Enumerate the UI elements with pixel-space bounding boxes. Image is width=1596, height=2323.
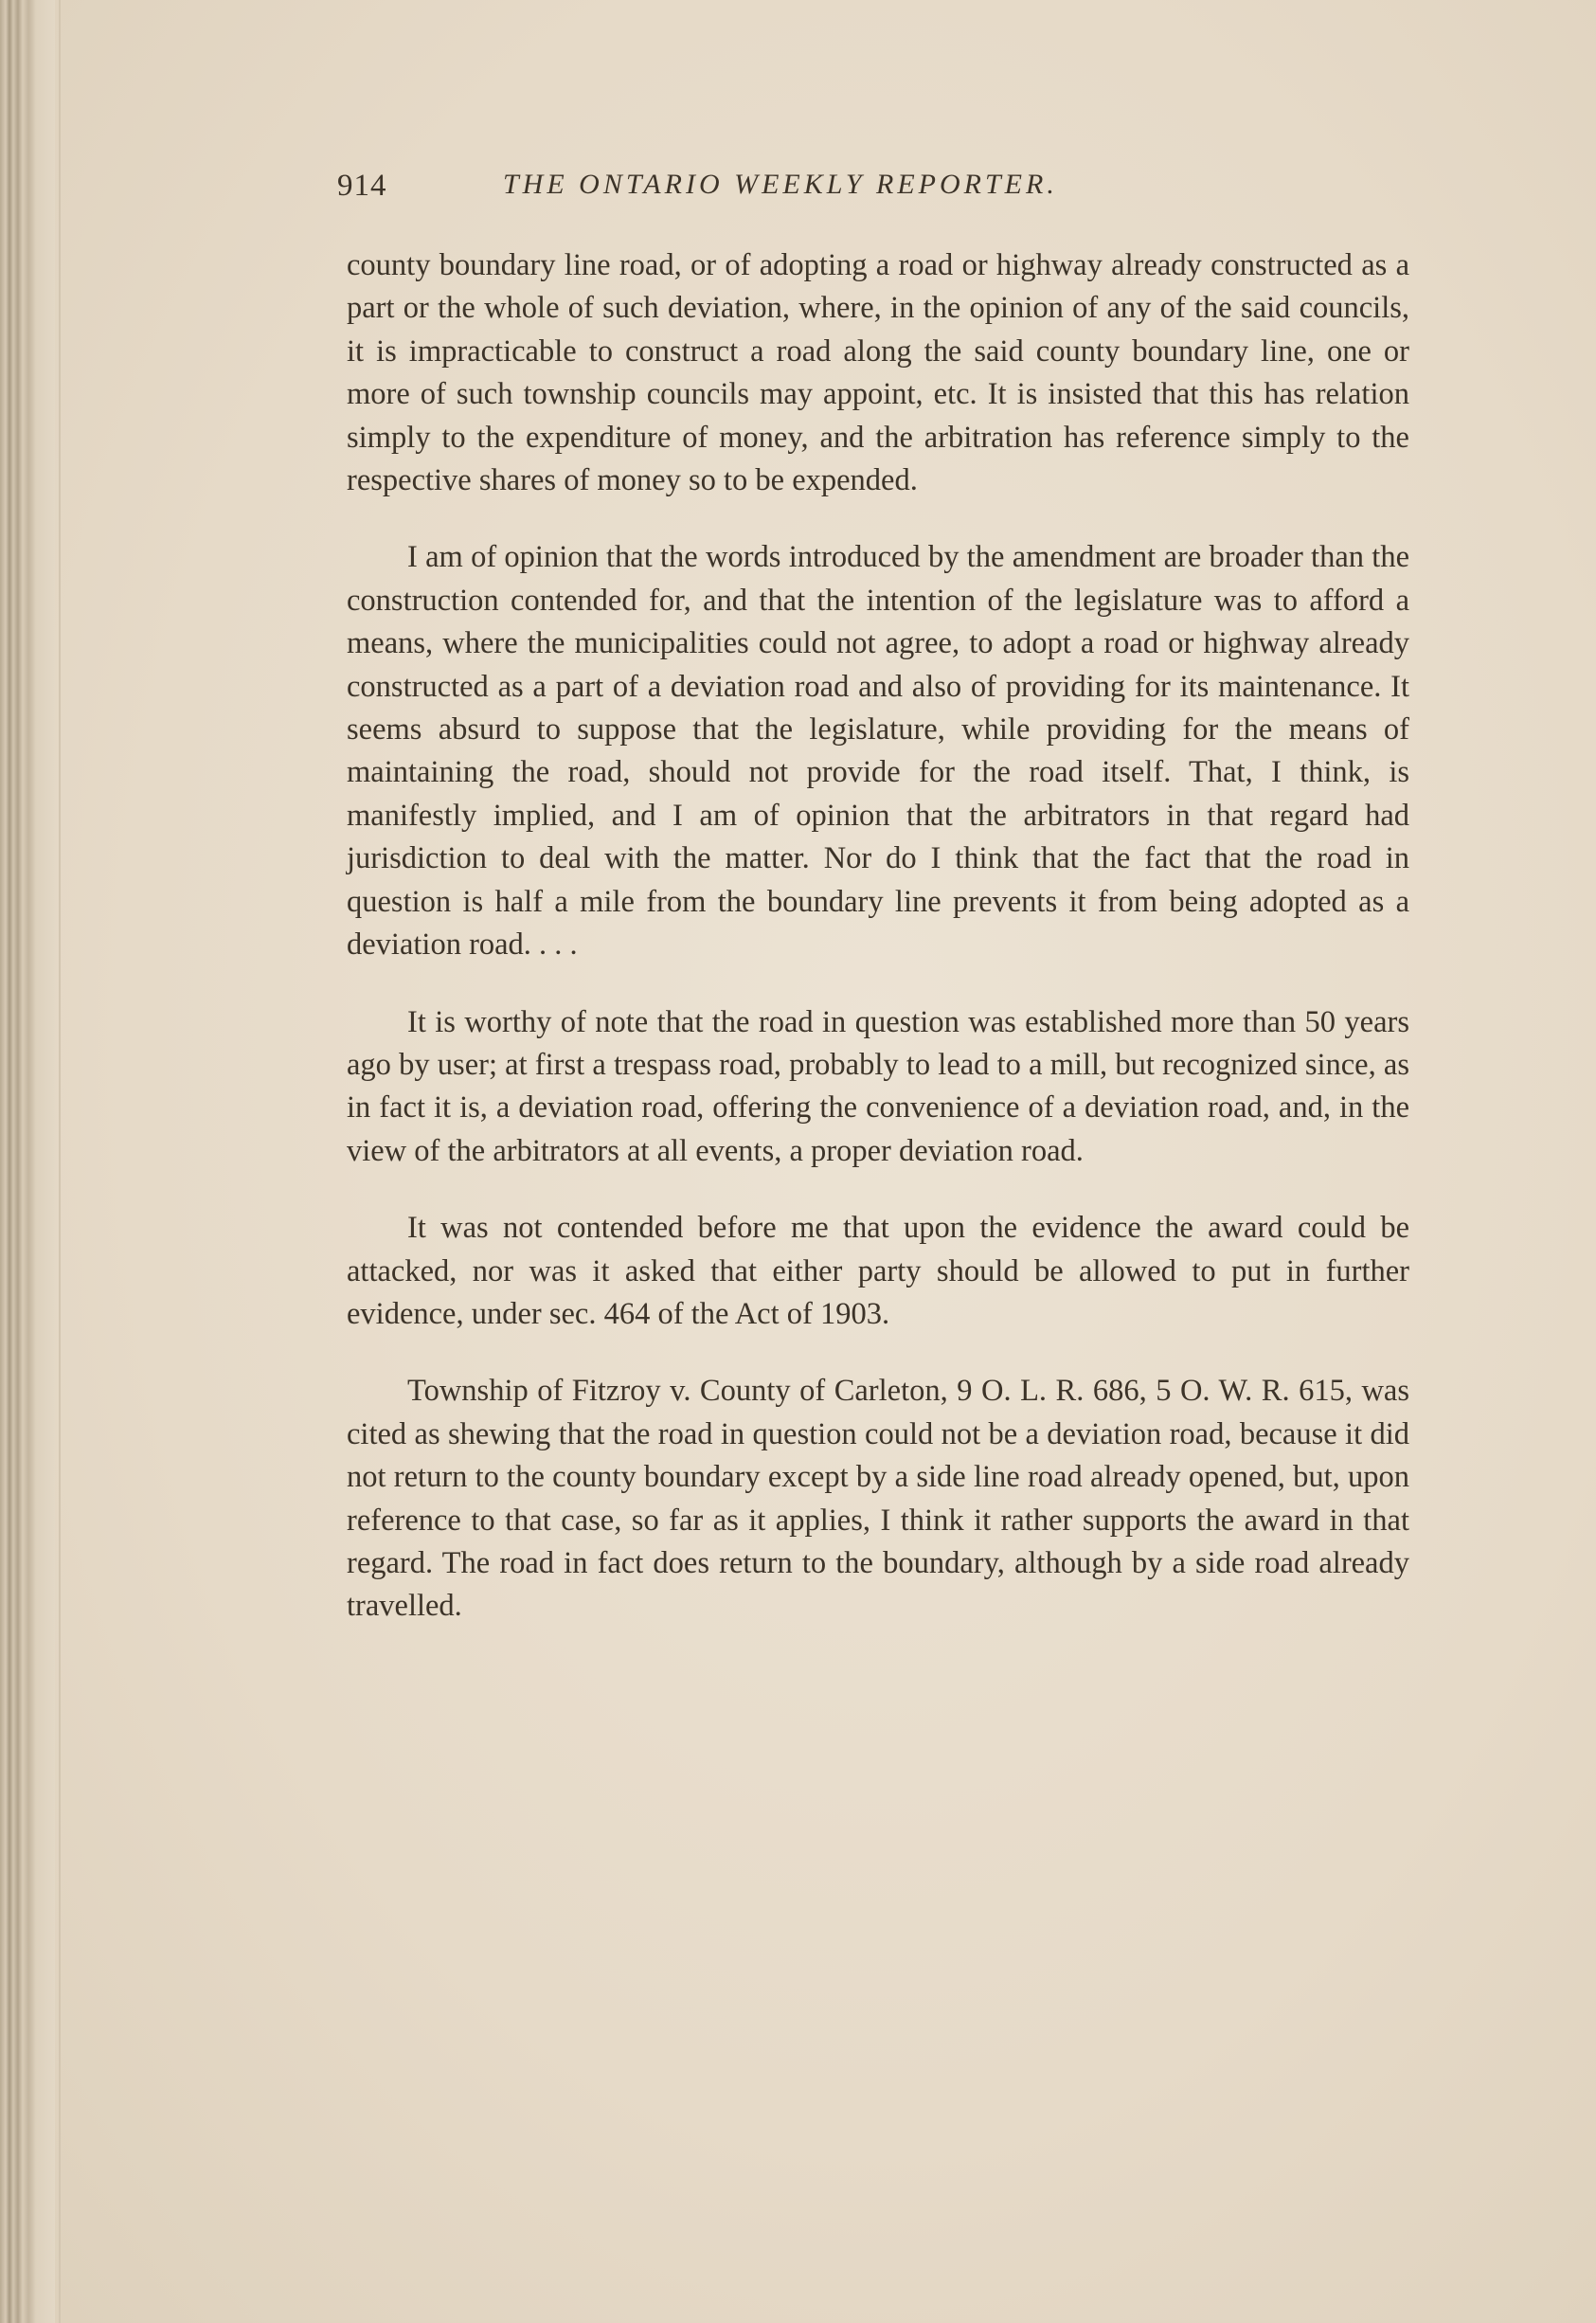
page-header xyxy=(337,169,1417,225)
running-head: THE ONTARIO WEEKLY REPORTER. xyxy=(503,169,1058,200)
body-text xyxy=(347,244,1409,1629)
page-number: 914 xyxy=(337,169,387,203)
book-gutter xyxy=(0,0,55,2323)
paragraph-citation: Township of Fitzroy v. County of Carleton, 9 O. L. R. 686, 5 O. W. R. 615, was cited as shewing that the road in question could not be a deviation road, because it did not return to the county boundary except by a side line road already opened, but, upon reference to that case, so far as it applies, I think it rather supports the award in that regard. The road in fact does return to the boundary, although by a side road already travelled. xyxy=(347,1374,1409,1624)
paragraph-continuation: county boundary line road, or of adopting a road or highway already constructed as a part or the whole of such deviation, where, in the opinion of any of the said councils, it is impracticable to construct a road along the said county boundary line, one or more of such township councils may appoint, etc. It is insisted that this has relation simply to the expenditure of money, and the arbitration has reference simply to the respective shares of money so to be expended. xyxy=(347,248,1409,498)
paragraph-opinion: I am of opinion that the words introduced by the amendment are broader than the construction contended for, and that the intention of the legislature was to afford a means, where the municipalities could not agree, to adopt a road or highway already constructed as a part of a deviation road and also of providing for its maintenance. It seems absurd to suppose that the legislature, while providing for the means of maintaining the road, should not provide for the road itself. That, I think, is manifestly implied, and I am of opinion that the arbitrators in that regard had jurisdiction to deal with the matter. Nor do I think that the fact that the road in question is half a mile from the boundary line prevents it from being adopted as a deviation road. . . . xyxy=(347,540,1409,963)
gutter-edge-line xyxy=(59,0,61,2323)
paragraph-note: It is worthy of note that the road in question was established more than 50 years ago by user; at first a trespass road, probably to lead to a mill, but recognized since, as in fact it is, a deviation road, offering the convenience of a deviation road, and, in the view of the arbitrators at all events, a proper deviation road. xyxy=(347,1004,1409,1168)
paragraph-evidence: It was not contended before me that upon the evidence the award could be attacked, nor was it asked that either party should be allowed to put in further evidence, under sec. 464 of the Act of 1903. xyxy=(347,1211,1409,1331)
